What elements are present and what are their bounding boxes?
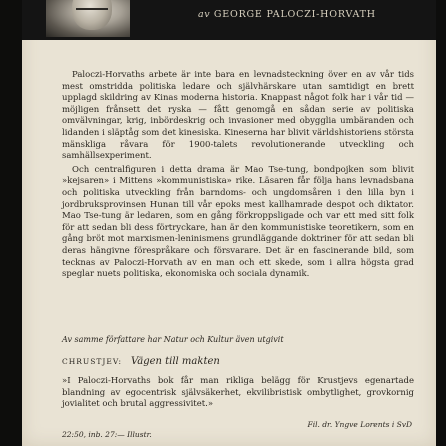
byline <box>198 9 430 20</box>
book-back-cover <box>22 0 436 446</box>
author-photo <box>46 0 130 37</box>
header-band <box>22 0 436 40</box>
quote-attribution: Fil. dr. Yngve Lorents i SvD <box>307 420 412 429</box>
blurb-paragraph-1: Paloczi-Horvaths arbete är inte bara en levnadsteckning över en av vår tids mest omstridda politiska ledare och självhärskare utan samtidigt en brett upplagd skildring av Kinas moderna historia. Knappast något folk har i vår tid — möjligen frånsett det ryska — fått genomgå en sådan serie av politiska omvälvningar, krig, inbördeskrig och invasioner med obygglia umbäranden och lidanden i släptåg som det kinesiska. Kineserna har blivit världshistoriens största mänskliga råvara för 1900-talets revolutionerande utveckling och samhällsexperiment. <box>62 70 414 162</box>
also-by-line: Av samme författare har Natur och Kultur även utgivit <box>62 335 284 344</box>
price-line: 22:50, inb. 27:— Illustr. <box>62 430 152 439</box>
review-quote: »I Paloczi-Horvaths bok får man rikliga belägg för Krustjevs egenartade blandning av egocentrisk självsäkerhet, ekvilibristisk ombytlighet, grovkornig jovialitet och brutal aggressivitet.» <box>62 376 414 410</box>
related-author: CHRUSTJEV: <box>62 357 123 366</box>
glasses-mark <box>76 8 108 16</box>
byline-prefix: av <box>198 9 211 20</box>
related-title: Vägen till makten <box>130 356 220 367</box>
related-book <box>62 356 414 367</box>
blurb-paragraph-2: Och centralfiguren i detta drama är Mao Tse-tung, bondpojken som blivit »kejsaren» i Mittens »kommunistiska» rike. Läsaren får följa hans levnadsbana och politiska utveckling från barndoms- och ungdomsåren i den lilla byn i jordbruksprovinsen Hunan till vår epoks mest kallhamrade despot och diktator. Mao Tse-tung är ledaren, som en gång förkroppsligade och var ett med sitt folk för att sedan bli dess förtryckare, han är den kommunistiske teoretikern, som en gång bröt mot marxismen-leninismens grundläggande doktriner för att sedan bli deras hängivne förespråkare och försvarare. Det är en fascinerande bild, som tecknas av Paloczi-Horvath av en man och ett skede, som i allra högsta grad speglar nuets politiska, ekonomiska och sociala dynamik. <box>62 164 414 280</box>
blurb-body <box>62 70 414 281</box>
author-name: GEORGE PALOCZI-HORVATH <box>213 9 376 20</box>
